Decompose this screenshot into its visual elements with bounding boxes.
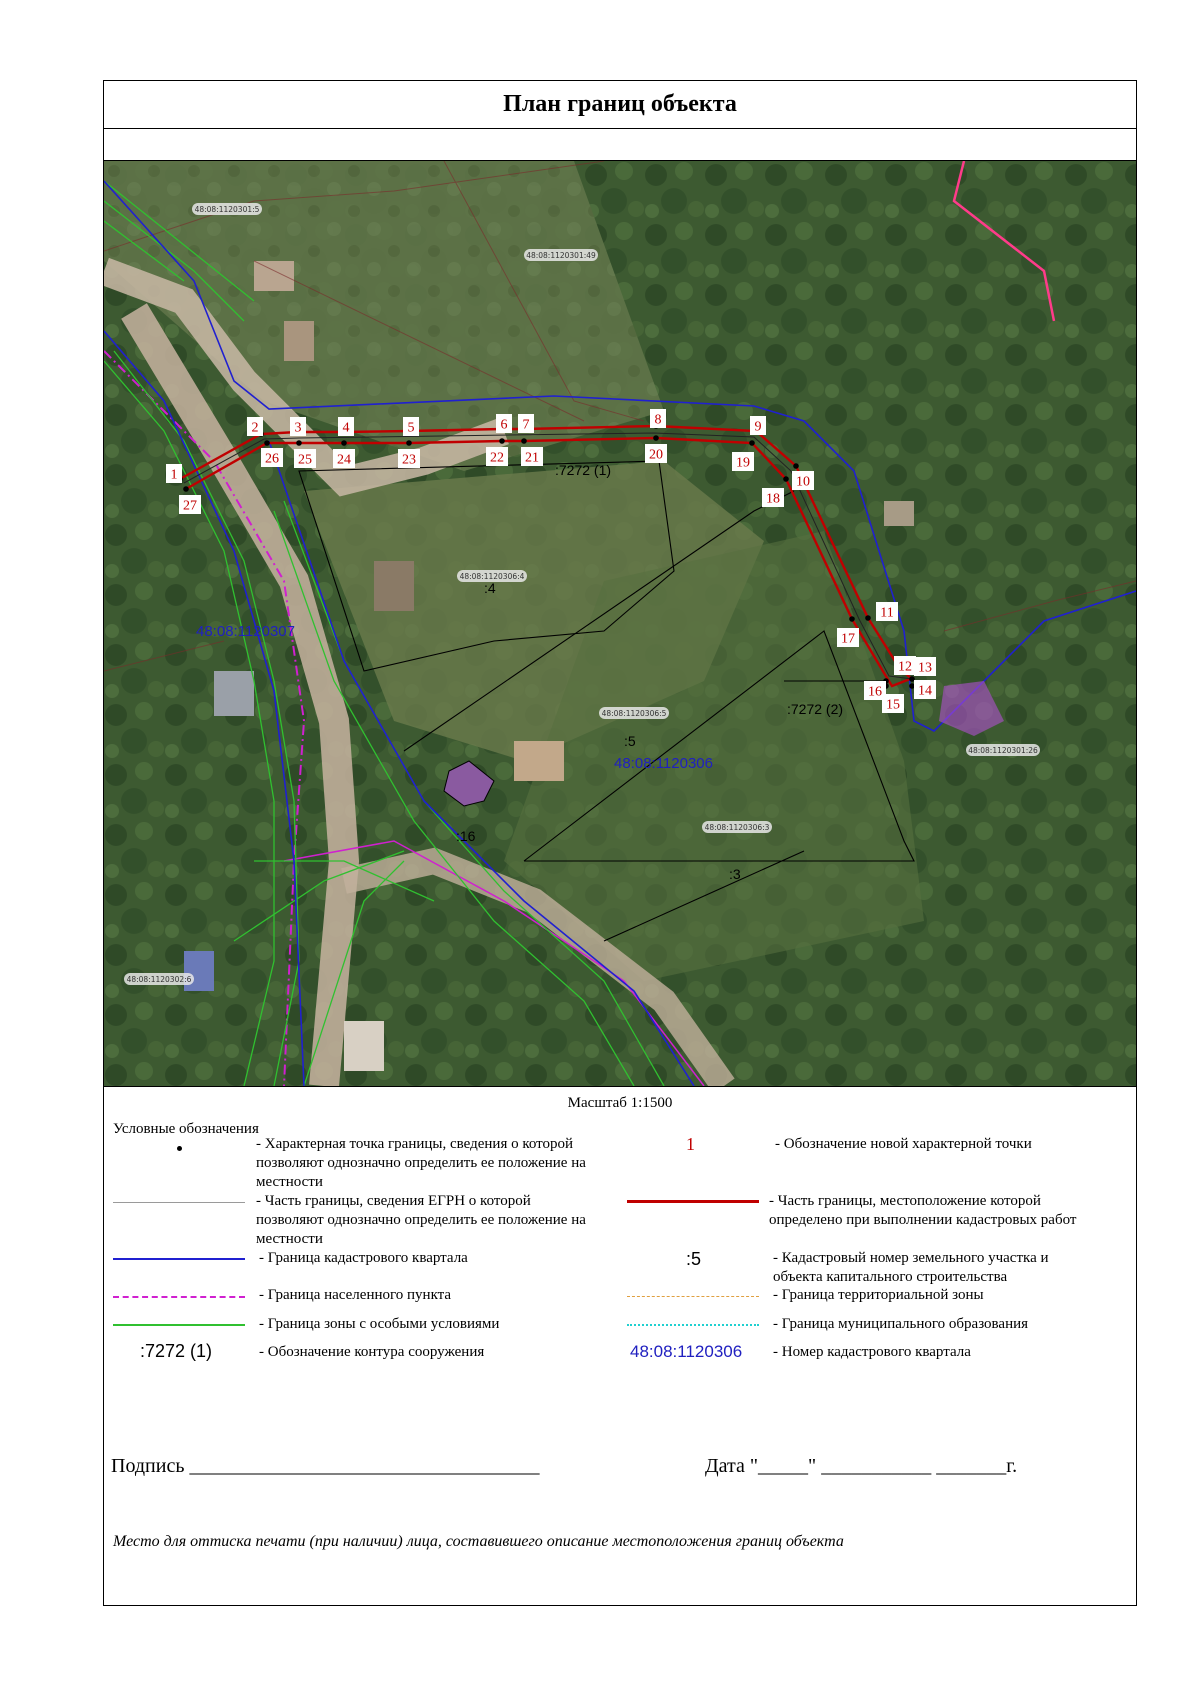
point-number: 18 [766, 491, 780, 507]
point-number: 7 [522, 417, 530, 433]
signature-label: Подпись ___________________________________ [111, 1455, 540, 1477]
parcel-label: 48:08:1120301:49 [526, 251, 596, 260]
parcel-label: 48:08:1120301:26 [968, 746, 1038, 755]
point-number: 21 [525, 450, 539, 466]
legend-text: - Граница населенного пункта [259, 1287, 452, 1303]
legend-text: - Кадастровый номер земельного участка и объекта капитального строительства [773, 1250, 1049, 1285]
boundary-point[interactable] [849, 616, 855, 622]
boundary-point[interactable] [406, 440, 412, 446]
building [284, 321, 314, 361]
parcel-short-label: :5 [624, 733, 636, 749]
parcel-short-label: :4 [484, 580, 496, 596]
parcel-short-label: :16 [456, 828, 476, 844]
point-number: 17 [841, 631, 855, 647]
legend-point-symbol [177, 1146, 182, 1151]
legend-text: - Номер кадастрового квартала [773, 1344, 971, 1360]
point-number: 19 [736, 455, 750, 471]
legend-contour-symbol: :7272 (1) [140, 1341, 213, 1361]
point-number: 20 [649, 447, 663, 463]
page-title: План границ объекта [103, 80, 1137, 129]
boundary-point[interactable] [653, 435, 659, 441]
legend-egrn-line [113, 1202, 245, 1203]
point-number: 1 [170, 467, 178, 483]
boundary-point[interactable] [865, 615, 871, 621]
boundary-point[interactable] [296, 440, 302, 446]
point-number: 15 [886, 697, 900, 713]
point-number: 23 [402, 452, 416, 468]
boundary-point[interactable] [783, 476, 789, 482]
legend-text: - Граница кадастрового квартала [259, 1250, 468, 1266]
legend-title: Условные обозначения [113, 1121, 259, 1137]
parcel-short-label: :3 [729, 866, 741, 882]
point-number: 13 [918, 660, 932, 676]
building [514, 741, 564, 781]
point-number: 16 [868, 684, 882, 700]
legend-special-zone-line [113, 1324, 245, 1326]
legend-quarter-number-symbol: 48:08:1120306 [630, 1342, 743, 1361]
building [254, 261, 294, 291]
parcel-label: 48:08:1120306:4 [459, 572, 525, 581]
point-number: 6 [500, 417, 508, 433]
scale-label: Масштаб 1:1500 [567, 1095, 673, 1111]
quarter-label: 48:08:1120307 [196, 623, 295, 640]
legend-text: - Часть границы, местоположение которой определено при выполнении кадастровых работ [769, 1193, 1077, 1228]
map-svg [104, 161, 1136, 1086]
point-number: 10 [796, 474, 810, 490]
legend-settlement-line [113, 1296, 245, 1298]
boundary-point[interactable] [341, 440, 347, 446]
parcel-label: 48:08:1120302:6 [126, 975, 192, 984]
point-number: 14 [918, 683, 932, 699]
legend-text: - Обозначение новой характерной точки [775, 1136, 1032, 1152]
boundary-point[interactable] [521, 438, 527, 444]
point-number: 24 [337, 452, 351, 468]
point-number: 25 [298, 452, 312, 468]
date-label: Дата "_____" ___________ _______г. [705, 1455, 1018, 1477]
boundary-point[interactable] [749, 440, 755, 446]
building [884, 501, 914, 526]
legend-municipal-line [627, 1324, 759, 1326]
boundary-point[interactable] [264, 440, 270, 446]
legend-quarter-line [113, 1258, 245, 1260]
stamp-caption: Место для оттиска печати (при наличии) лица, составившего описание местоположения границ объекта [113, 1533, 844, 1550]
boundary-point[interactable] [909, 683, 915, 689]
legend-text: - Характерная точка границы, сведения о которой позволяют однозначно определить ее положение на местности [256, 1136, 586, 1190]
legend-zone-line [627, 1296, 759, 1297]
legend-cadnum-symbol: :5 [686, 1249, 702, 1269]
parcel-label: 48:08:1120306:5 [601, 709, 667, 718]
legend-text: - Граница зоны с особыми условиями [259, 1316, 500, 1332]
point-number: 22 [490, 450, 504, 466]
building [344, 1021, 384, 1071]
quarter-label: 48:08:1120306 [614, 755, 713, 772]
boundary-point[interactable] [183, 486, 189, 492]
point-number: 12 [898, 659, 912, 675]
boundary-point[interactable] [909, 676, 915, 682]
point-number: 9 [754, 419, 762, 435]
point-number: 4 [342, 420, 350, 436]
boundary-point[interactable] [793, 463, 799, 469]
map-area[interactable] [104, 160, 1136, 1087]
legend-text: - Часть границы, сведения ЕГРН о которой позволяют однозначно определить ее положение на местности [256, 1193, 586, 1247]
point-number: 2 [251, 420, 259, 436]
legend-new-point-symbol: 1 [686, 1134, 695, 1154]
legend-text: - Граница муниципального образования [773, 1316, 1029, 1332]
point-number: 3 [294, 420, 302, 436]
point-number: 11 [880, 605, 894, 621]
point-number: 8 [654, 412, 662, 428]
point-number: 27 [183, 498, 197, 514]
legend-text: - Граница территориальной зоны [773, 1287, 984, 1303]
parcel-label: 48:08:1120301:5 [194, 205, 260, 214]
building [374, 561, 414, 611]
legend-text: - Обозначение контура сооружения [259, 1344, 485, 1360]
point-number: 5 [407, 420, 415, 436]
building [184, 951, 214, 991]
point-number: 26 [265, 451, 279, 467]
contour-label: :7272 (1) [555, 462, 612, 478]
legend-new-boundary-line [627, 1200, 759, 1203]
contour-label: :7272 (2) [787, 701, 844, 717]
parcel-label: 48:08:1120306:3 [704, 823, 770, 832]
boundary-point[interactable] [499, 438, 505, 444]
building [214, 671, 254, 716]
